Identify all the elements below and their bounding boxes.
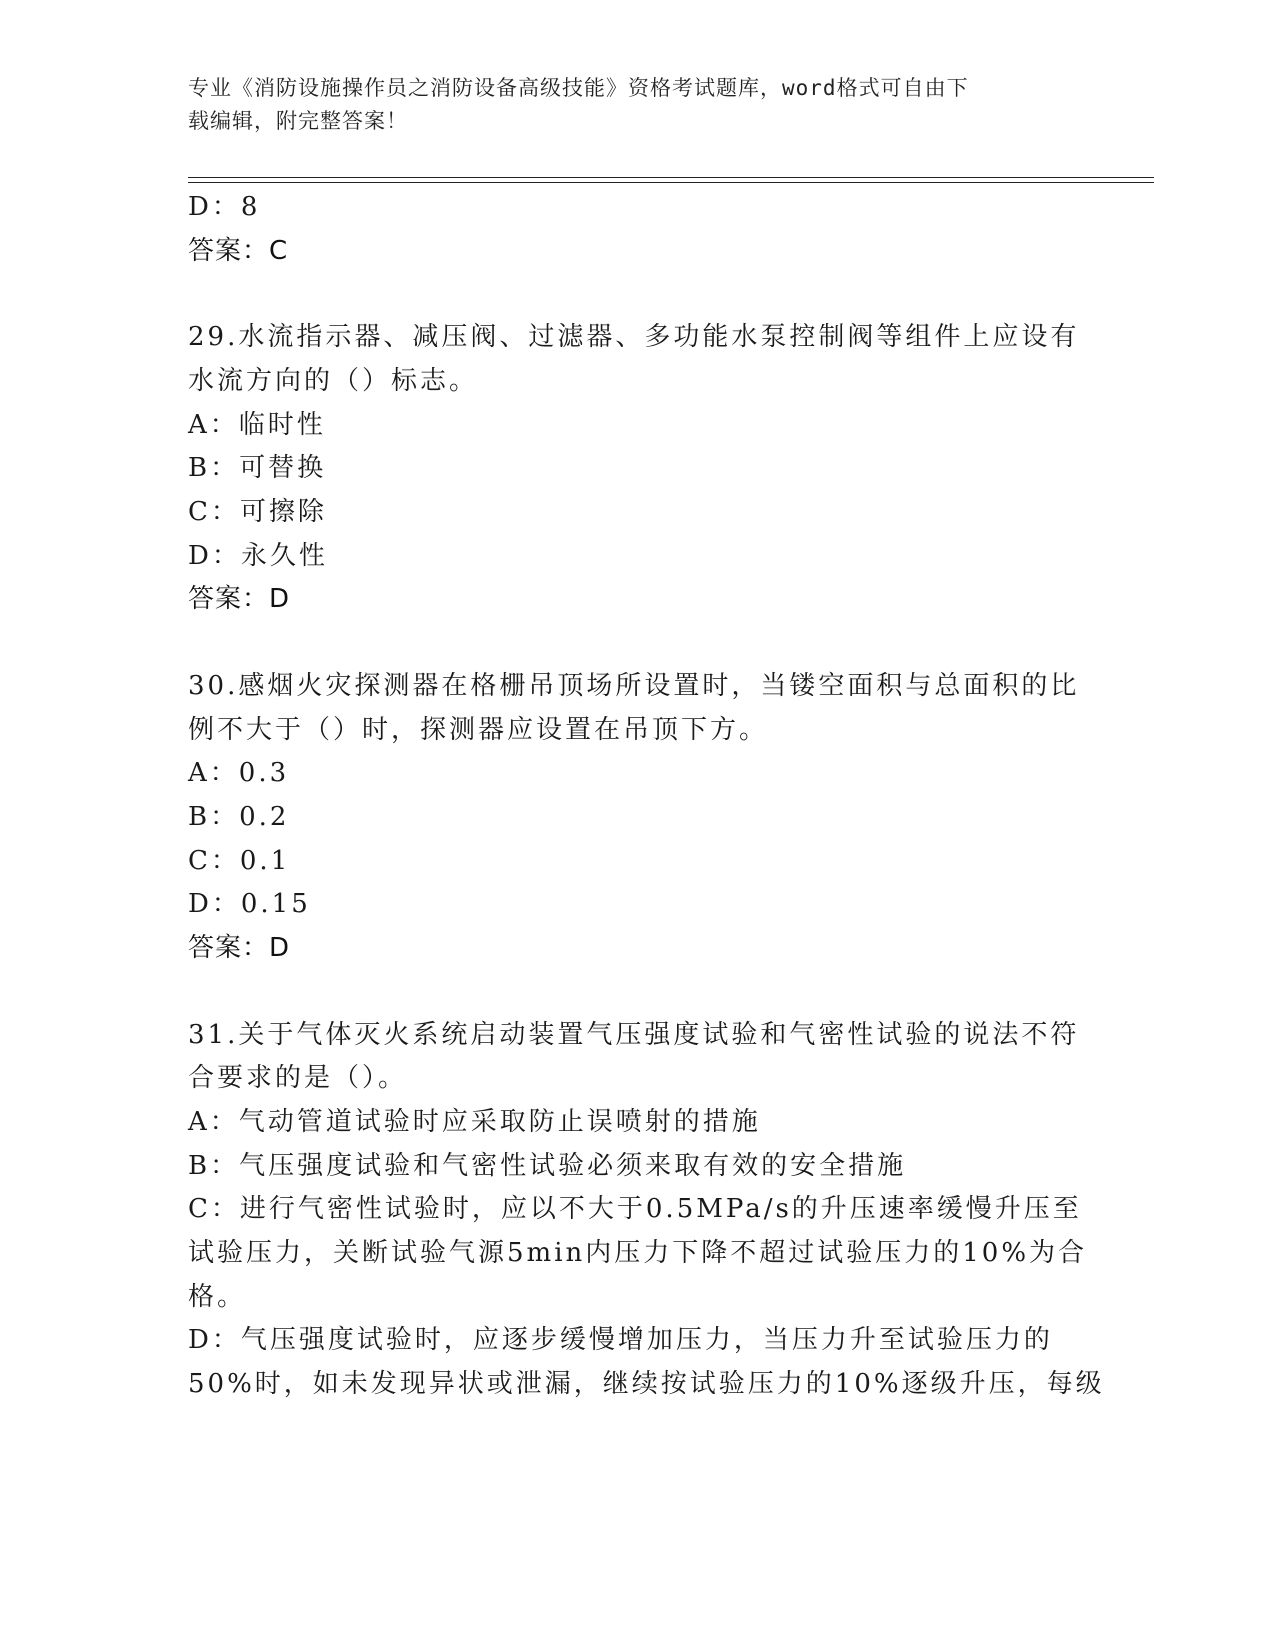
q29-option-a: A：临时性	[188, 410, 326, 440]
q30-option-a: A：0.3	[188, 758, 290, 788]
q31-option-b: B：气压强度试验和气密性试验必须来取有效的安全措施	[188, 1151, 907, 1181]
q31-stem-line-1: 31.关于气体灭火系统启动装置气压强度试验和气密性试验的说法不符	[188, 1020, 1080, 1050]
q31-option-c-line-2: 试验压力，关断试验气源5min内压力下降不超过试验压力的10%为合	[188, 1238, 1088, 1268]
prev-option-d: D：8	[188, 192, 261, 222]
q29-option-c: C：可擦除	[188, 497, 327, 527]
q30-stem-line-1: 30.感烟火灾探测器在格栅吊顶场所设置时，当镂空面积与总面积的比	[188, 671, 1080, 701]
q31-option-c-line-3: 格。	[188, 1282, 247, 1312]
q29-option-d: D：永久性	[188, 541, 328, 571]
q31-stem-line-2: 合要求的是（）。	[188, 1063, 408, 1093]
header-line-1: 专业《消防设施操作员之消防设备高级技能》资格考试题库，word格式可自由下	[188, 76, 969, 100]
q31-option-a: A：气动管道试验时应采取防止误喷射的措施	[188, 1107, 761, 1137]
header-divider-bottom	[188, 182, 1154, 183]
q30-option-b: B：0.2	[188, 802, 290, 832]
q31-option-d-line-1: D：气压强度试验时，应逐步缓慢增加压力，当压力升至试验压力的	[188, 1325, 1053, 1355]
q30-option-c: C：0.1	[188, 846, 291, 876]
q30-answer: 答案：D	[188, 933, 291, 963]
document-header	[188, 72, 1068, 138]
q29-answer: 答案：D	[188, 584, 291, 614]
q30-option-d: D：0.15	[188, 889, 311, 919]
header-line-2: 载编辑，附完整答案！	[188, 109, 408, 133]
q29-stem-line-2: 水流方向的（）标志。	[188, 366, 479, 396]
q31-option-d-line-2: 50%时，如未发现异状或泄漏，继续按试验压力的10%逐级升压，每级	[188, 1369, 1105, 1399]
q30-stem-line-2: 例不大于（）时，探测器应设置在吊顶下方。	[188, 715, 769, 745]
prev-answer: 答案：C	[188, 236, 289, 266]
q31-option-c-line-1: C：进行气密性试验时，应以不大于0.5MPa/s的升压速率缓慢升压至	[188, 1194, 1082, 1224]
q29-option-b: B：可替换	[188, 453, 327, 483]
q29-stem-line-1: 29.水流指示器、减压阀、过滤器、多功能水泵控制阀等组件上应设有	[188, 322, 1080, 352]
header-divider-top	[188, 177, 1154, 178]
